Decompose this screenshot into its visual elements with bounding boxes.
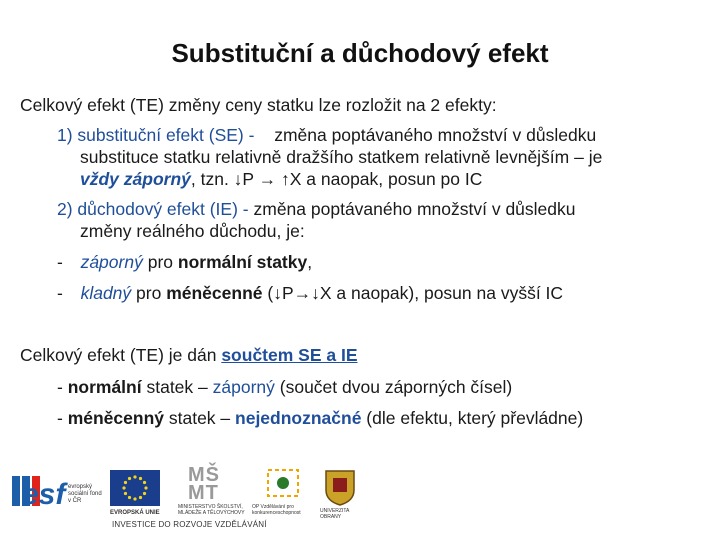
- esf-small-text: evropský sociální fond v ČR: [68, 484, 102, 504]
- investment-caption: INVESTICE DO ROZVOJE VZDĚLÁVÁNÍ: [112, 520, 267, 529]
- university-logo: [320, 468, 360, 522]
- te-mid: statek –: [141, 377, 213, 397]
- msmt-text: MŠ MT: [188, 464, 220, 504]
- op-mark-icon: [264, 466, 304, 500]
- bullet-dash: -: [57, 283, 63, 303]
- ie-line-1: [57, 198, 576, 220]
- se-text-2: substituce statku relativně dražšího statkem relativně levnějším – je: [80, 147, 603, 167]
- op-logo: [252, 466, 314, 522]
- se-text-1: změna poptávaného množství v důsledku: [274, 125, 597, 145]
- ie-text-1: změna poptávaného množství v důsledku: [253, 199, 576, 219]
- te-end: (dle efektu, který převládne): [361, 408, 584, 428]
- op-text: OP Vzdělávání pro konkurenceschopnost: [252, 504, 301, 516]
- se-always-negative: vždy záporný: [80, 169, 191, 189]
- bullet-positive: kladný: [80, 283, 132, 303]
- esf-text: esf: [22, 478, 66, 511]
- bullet-dash: -: [57, 252, 63, 272]
- eu-star: [133, 497, 136, 500]
- te-blue: záporný: [212, 377, 275, 397]
- eu-star: [139, 496, 142, 499]
- eu-star: [133, 475, 136, 478]
- ie-label: 2) důchodový efekt (IE) -: [57, 199, 249, 219]
- bullet-negative: záporný: [80, 252, 143, 272]
- te-bold: normální: [67, 377, 142, 397]
- te-line: [20, 344, 358, 366]
- esf-logo: [12, 472, 104, 518]
- eu-star: [143, 481, 146, 484]
- eu-star: [139, 477, 142, 480]
- university-crest-icon: [323, 468, 357, 506]
- eu-logo: [110, 470, 168, 520]
- ie-text-2: změny reálného důchodu, je:: [80, 221, 305, 241]
- slide-title: Substituční a důchodový efekt: [171, 38, 549, 68]
- te-end: (součet dvou záporných čísel): [274, 377, 513, 397]
- eu-star: [144, 486, 147, 489]
- se-line-1: [57, 124, 596, 146]
- eu-text: EVROPSKÁ UNIE: [110, 510, 160, 516]
- eu-star: [124, 481, 127, 484]
- te-mid: statek –: [164, 408, 236, 428]
- te-normal-line: [57, 376, 512, 398]
- te-prefix: Celkový efekt (TE) je dán: [20, 345, 222, 365]
- eu-flag-icon: [110, 470, 160, 508]
- te-dash: -: [57, 377, 68, 397]
- msmt-small-text: MINISTERSTVO ŠKOLSTVÍ, MLÁDEŽE A TĚLOVÝCHOVY: [178, 504, 245, 516]
- te-dash: -: [57, 408, 68, 428]
- se-label: 1) substituční efekt (SE) -: [57, 125, 255, 145]
- bullet-bold: méněcenné: [166, 283, 263, 303]
- te-bold: méněcenný: [67, 408, 164, 428]
- logo-strip: [0, 462, 720, 540]
- bullet-bold: normální statky: [177, 252, 308, 272]
- te-inferior-line: [57, 407, 583, 429]
- eu-star: [122, 486, 125, 489]
- bullet-normal: [57, 251, 312, 273]
- se-line-3: [80, 168, 482, 190]
- bullet-end: ,: [307, 252, 313, 272]
- eu-star: [143, 492, 146, 495]
- te-blue: nejednoznačné: [235, 408, 362, 428]
- eu-star: [128, 477, 131, 480]
- intro-text: Celkový efekt (TE) změny ceny statku lze rozložit na 2 efekty:: [20, 95, 497, 115]
- bullet-text: pro: [142, 252, 178, 272]
- se-text-3: , tzn. ↓P → ↑X a naopak, posun po IC: [190, 169, 483, 189]
- bullet-text: pro: [131, 283, 167, 303]
- bullet-end: (↓P→↓X a naopak), posun na vyšší IC: [262, 283, 564, 303]
- university-text: UNIVERZITA OBRANY: [320, 508, 350, 520]
- eu-star: [124, 492, 127, 495]
- bullet-inferior: [57, 282, 563, 304]
- msmt-logo: [178, 466, 248, 522]
- eu-star: [128, 496, 131, 499]
- te-sum: součtem SE a IE: [221, 345, 358, 365]
